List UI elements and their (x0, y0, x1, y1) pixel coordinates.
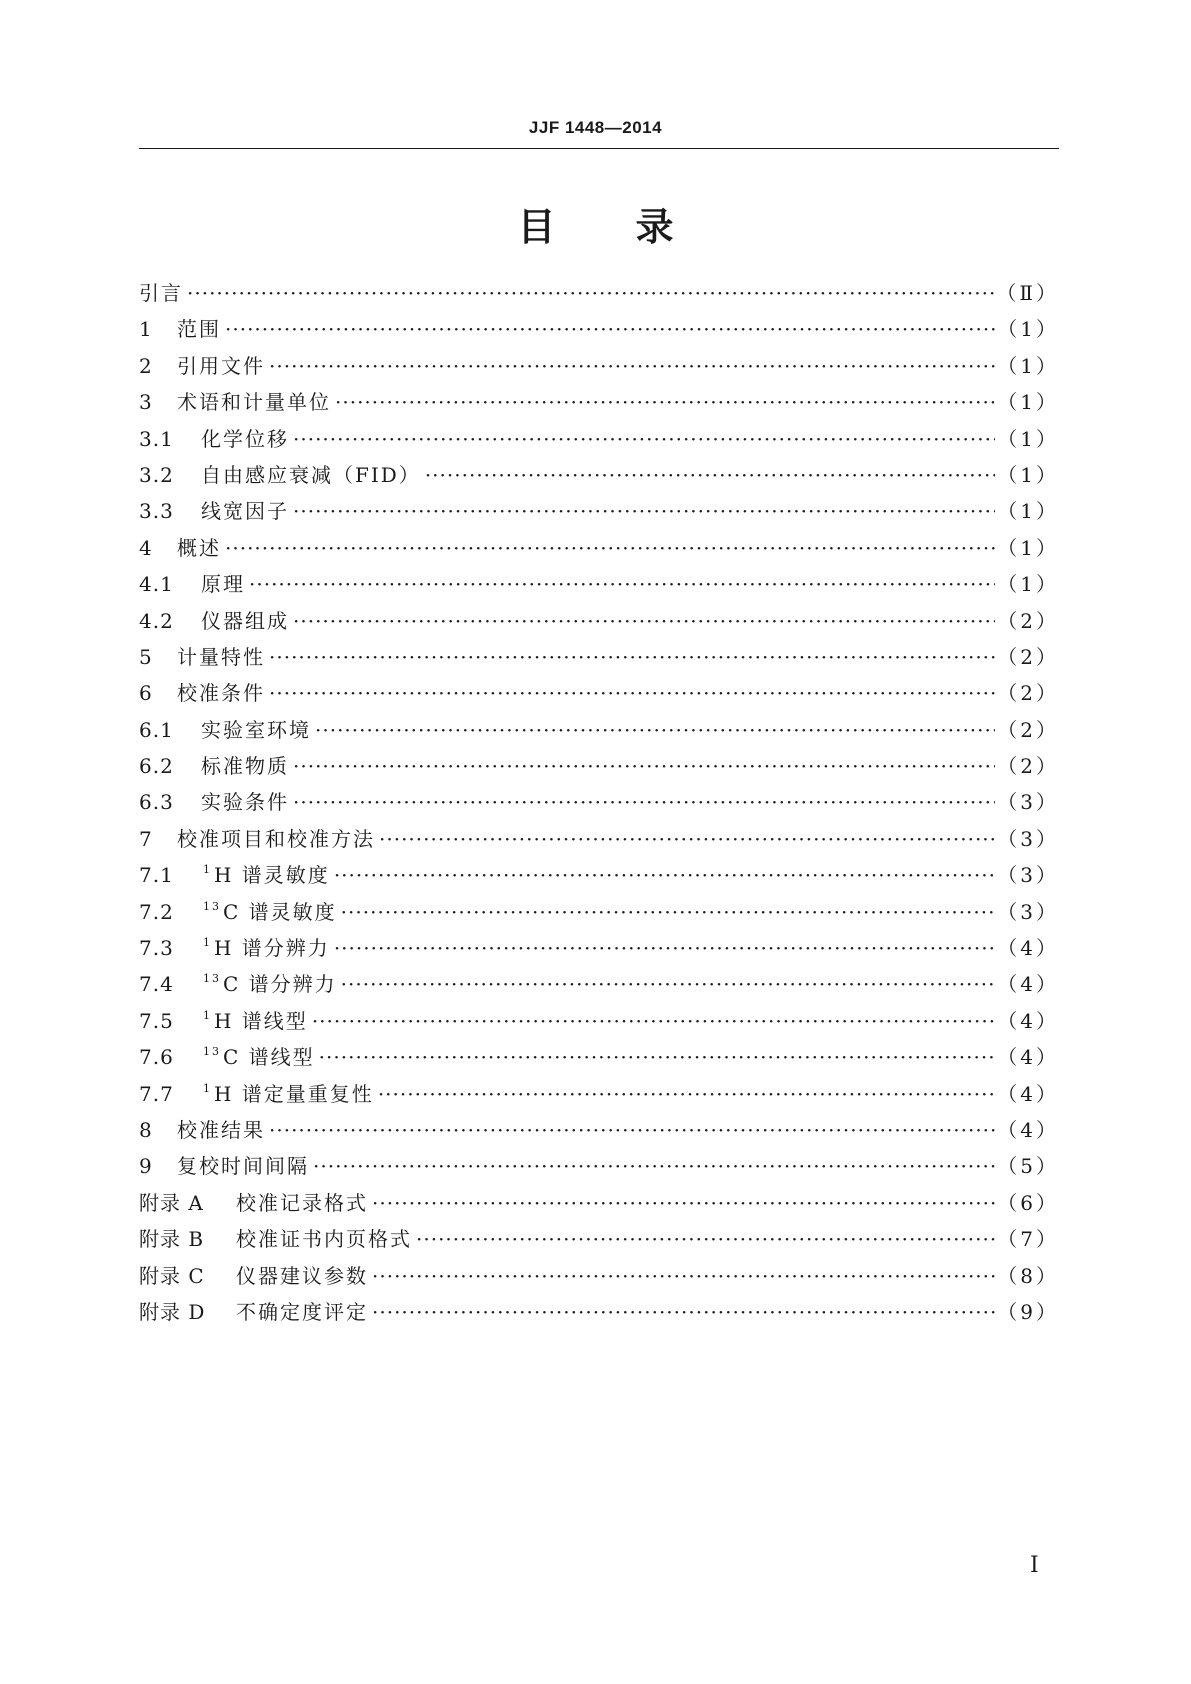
toc-entry-label (201, 859, 330, 888)
toc-entry[interactable] (139, 277, 1059, 313)
toc-entry-superscript: 13 (203, 972, 221, 986)
toc-entry[interactable] (139, 859, 1059, 895)
toc-entry-label-text: 仪器组成 (201, 608, 289, 633)
toc-entry[interactable] (139, 896, 1059, 932)
toc-entry[interactable] (139, 1041, 1059, 1077)
toc-leader-dots (341, 900, 996, 924)
toc-entry-number: 3.1 (139, 426, 174, 451)
toc-entry[interactable] (139, 1187, 1059, 1223)
toc-leader-dots (269, 1118, 995, 1142)
toc-entry[interactable] (139, 932, 1059, 968)
toc-entry[interactable] (139, 1260, 1059, 1296)
toc-entry-page: （1） (997, 535, 1059, 560)
toc-leader-dots (341, 972, 996, 996)
toc-entry-label-text: 自由感应衰减（FID） (201, 462, 421, 487)
toc-entry[interactable] (139, 423, 1059, 459)
toc-entry[interactable] (139, 1114, 1059, 1150)
toc-entry-label (201, 495, 289, 524)
toc-entry-label-text: 化学位移 (201, 426, 289, 451)
toc-entry-page: （3） (997, 899, 1059, 924)
toc-entry-superscript: 1 (203, 1081, 212, 1095)
toc-entry-label-text: H 谱线型 (214, 1008, 308, 1033)
toc-entry-label-text: 线宽因子 (201, 499, 289, 524)
toc-leader-dots (225, 317, 995, 341)
toc-entry-page: （Ⅱ） (996, 281, 1059, 305)
title-char-2: 录 (635, 205, 674, 249)
toc-entry-page: （2） (997, 608, 1059, 633)
toc-entry-number: 7.4 (139, 972, 174, 997)
toc-entry-number: 附录 A (139, 1190, 204, 1215)
toc-leader-dots (416, 1227, 995, 1251)
toc-entry-number: 7.2 (139, 899, 174, 924)
toc-leader-dots (372, 1300, 995, 1324)
toc-entry-label (177, 313, 221, 342)
toc-leader-dots (378, 1082, 995, 1106)
toc-entry-label (201, 932, 330, 961)
toc-entry-superscript: 1 (203, 936, 212, 950)
toc-entry[interactable] (139, 968, 1059, 1004)
toc-entry[interactable] (139, 1078, 1059, 1114)
toc-entry-page: （8） (997, 1263, 1059, 1288)
toc-leader-dots (379, 827, 995, 851)
toc-entry[interactable] (139, 313, 1059, 349)
toc-entry[interactable] (139, 1005, 1059, 1041)
toc-entry-number: 4 (139, 535, 153, 560)
toc-entry-label (236, 1296, 368, 1325)
toc-leader-dots (269, 681, 995, 705)
toc-entry-page: （2） (997, 754, 1059, 779)
toc-entry-label-text: 复校时间间隔 (177, 1154, 309, 1179)
toc-entry[interactable] (139, 568, 1059, 604)
toc-entry-page: （7） (997, 1227, 1059, 1252)
toc-entry-page: （4） (997, 1008, 1059, 1033)
toc-entry-page: （1） (997, 317, 1059, 342)
toc-entry[interactable] (139, 1150, 1059, 1186)
toc-entry-label-text: 范围 (177, 317, 221, 342)
toc-leader-dots (225, 536, 995, 560)
toc-entry-number: 4.2 (139, 608, 174, 633)
toc-entry-label (177, 641, 265, 670)
toc-entry-number: 6.3 (139, 790, 174, 815)
toc-entry[interactable] (139, 714, 1059, 750)
toc-entry-label (236, 1260, 368, 1289)
toc-entry-label (201, 1005, 308, 1034)
toc-entry[interactable] (139, 495, 1059, 531)
toc-entry-label-text: 原理 (201, 572, 245, 597)
toc-entry-label-text: 引言 (139, 281, 183, 305)
toc-entry-number: 7 (139, 826, 153, 851)
toc-entry-label (177, 1114, 265, 1143)
toc-entry-label-text: H 谱定量重复性 (214, 1081, 374, 1106)
toc-entry-number: 1 (139, 317, 153, 342)
toc-entry-page: （1） (997, 572, 1059, 597)
toc-entry-label-text: 实验条件 (201, 790, 289, 815)
toc-entry-page: （1） (997, 499, 1059, 524)
toc-entry[interactable] (139, 605, 1059, 641)
toc-entry[interactable] (139, 459, 1059, 495)
toc-entry-label (177, 386, 331, 415)
toc-entry-number: 2 (139, 353, 153, 378)
toc-entry-superscript: 1 (203, 863, 212, 877)
toc-entry-page: （5） (997, 1154, 1059, 1179)
toc-entry-label-text: H 谱分辨力 (214, 936, 330, 961)
document-code: JJF 1448—2014 (528, 118, 663, 137)
toc-entry-number: 6.1 (139, 717, 174, 742)
toc-leader-dots (293, 754, 995, 778)
toc-entry-number: 附录 D (139, 1299, 206, 1324)
toc-entry-page: （3） (997, 863, 1059, 888)
toc-entry-number: 7.7 (139, 1081, 174, 1106)
toc-entry-label (177, 532, 221, 561)
toc-entry[interactable] (139, 823, 1059, 859)
toc-entry-label-text: C 谱灵敏度 (223, 899, 337, 924)
toc-entry-label (201, 605, 289, 634)
toc-entry-page: （4） (997, 972, 1059, 997)
toc-leader-dots (293, 427, 995, 451)
toc-entry-label-text: 引用文件 (177, 353, 265, 378)
toc-entry-number: 6.2 (139, 754, 174, 779)
toc-entry-label-text: C 谱线型 (223, 1045, 315, 1070)
toc-entry-number: 3.2 (139, 462, 174, 487)
toc-leader-dots (315, 718, 995, 742)
toc-entry-label (236, 1187, 368, 1216)
toc-entry-number: 6 (139, 681, 153, 706)
toc-entry-label-text: 校准证书内页格式 (236, 1227, 412, 1252)
toc-entry[interactable] (139, 1296, 1059, 1332)
toc-entry-label (177, 823, 375, 852)
toc-entry-page: （4） (997, 936, 1059, 961)
toc-entry-number: 8 (139, 1117, 153, 1142)
toc-leader-dots (335, 390, 995, 414)
toc-entry-label (201, 714, 311, 743)
toc-leader-dots (293, 609, 995, 633)
toc-entry-page: （3） (997, 826, 1059, 851)
toc-entry-label (201, 568, 245, 597)
toc-entry-label-text: 仪器建议参数 (236, 1263, 368, 1288)
toc-entry-label (201, 786, 289, 815)
toc-entry-page: （3） (997, 790, 1059, 815)
toc-entry-number: 5 (139, 644, 153, 669)
toc-entry-number: 附录 B (139, 1227, 205, 1252)
toc-leader-dots (269, 354, 995, 378)
toc-entry-label (201, 750, 289, 779)
toc-entry-page: （1） (997, 353, 1059, 378)
toc-entry-label-text: 实验室环境 (201, 717, 311, 742)
toc-entry-number: 7.3 (139, 936, 174, 961)
toc-entry-label (201, 896, 337, 925)
toc-entry-superscript: 13 (203, 899, 221, 913)
toc-entry-label (177, 677, 265, 706)
toc-leader-dots (269, 645, 995, 669)
toc-entry-label-text: 标准物质 (201, 754, 289, 779)
toc-entry[interactable] (139, 532, 1059, 568)
toc-entry-label-text: H 谱灵敏度 (214, 863, 330, 888)
toc-entry[interactable] (139, 641, 1059, 677)
toc-entry-superscript: 1 (203, 1008, 212, 1022)
toc-entry[interactable] (139, 750, 1059, 786)
toc-entry-page: （9） (997, 1299, 1059, 1324)
toc-leader-dots (372, 1191, 995, 1215)
toc-entry-page: （4） (997, 1045, 1059, 1070)
header-divider (139, 148, 1059, 149)
toc-entry-label (139, 277, 183, 306)
title-char-1: 目 (517, 205, 556, 249)
toc-entry-page: （4） (997, 1117, 1059, 1142)
toc-entry[interactable] (139, 786, 1059, 822)
toc-leader-dots (293, 499, 995, 523)
toc-entry-label (177, 1150, 309, 1179)
toc-entry-page: （2） (997, 681, 1059, 706)
toc-entry-page: （1） (997, 390, 1059, 415)
toc-entry[interactable] (139, 386, 1059, 422)
toc-entry-number: 附录 C (139, 1263, 205, 1288)
toc-entry-page: （2） (997, 717, 1059, 742)
toc-entry-number: 4.1 (139, 572, 174, 597)
toc-entry-number: 3.3 (139, 499, 174, 524)
toc-entry-label-text: 计量特性 (177, 644, 265, 669)
toc-leader-dots (334, 863, 995, 887)
toc-entry-number: 7.1 (139, 863, 174, 888)
toc-entry[interactable] (139, 1223, 1059, 1259)
toc-entry-label-text: 概述 (177, 535, 221, 560)
toc-entry-label (236, 1223, 412, 1252)
toc-entry-number: 7.5 (139, 1008, 174, 1033)
toc-leader-dots (425, 463, 995, 487)
toc-leader-dots (293, 790, 995, 814)
toc-entry-label-text: C 谱分辨力 (223, 972, 337, 997)
toc-entry-number: 9 (139, 1154, 153, 1179)
toc-entry-page: （4） (997, 1081, 1059, 1106)
toc-entry-label (201, 423, 289, 452)
toc-entry-label-text: 术语和计量单位 (177, 390, 331, 415)
table-of-contents (139, 277, 1059, 1332)
toc-entry-page: （1） (997, 462, 1059, 487)
toc-entry-page: （1） (997, 426, 1059, 451)
toc-entry-label-text: 校准结果 (177, 1117, 265, 1142)
toc-entry-number: 7.6 (139, 1045, 174, 1070)
toc-entry-label (201, 1041, 315, 1070)
toc-entry-superscript: 13 (203, 1045, 221, 1059)
toc-entry-label (201, 1078, 374, 1107)
page-title (0, 196, 1191, 251)
toc-leader-dots (334, 936, 995, 960)
toc-entry-label (201, 968, 337, 997)
toc-entry[interactable] (139, 677, 1059, 713)
toc-leader-dots (319, 1045, 996, 1069)
page-number: Ⅰ (1030, 1553, 1039, 1578)
toc-entry-label-text: 校准条件 (177, 681, 265, 706)
toc-entry-page: （2） (997, 644, 1059, 669)
toc-entry-label (177, 350, 265, 379)
toc-entry[interactable] (139, 350, 1059, 386)
toc-entry-label (201, 459, 421, 488)
toc-leader-dots (372, 1264, 995, 1288)
toc-leader-dots (249, 572, 995, 596)
toc-leader-dots (187, 281, 994, 305)
toc-entry-label-text: 校准记录格式 (236, 1190, 368, 1215)
toc-entry-label-text: 不确定度评定 (236, 1299, 368, 1324)
toc-entry-label-text: 校准项目和校准方法 (177, 826, 375, 851)
toc-entry-number: 3 (139, 390, 153, 415)
toc-entry-page: （6） (997, 1190, 1059, 1215)
toc-leader-dots (312, 1009, 995, 1033)
toc-leader-dots (313, 1154, 995, 1178)
